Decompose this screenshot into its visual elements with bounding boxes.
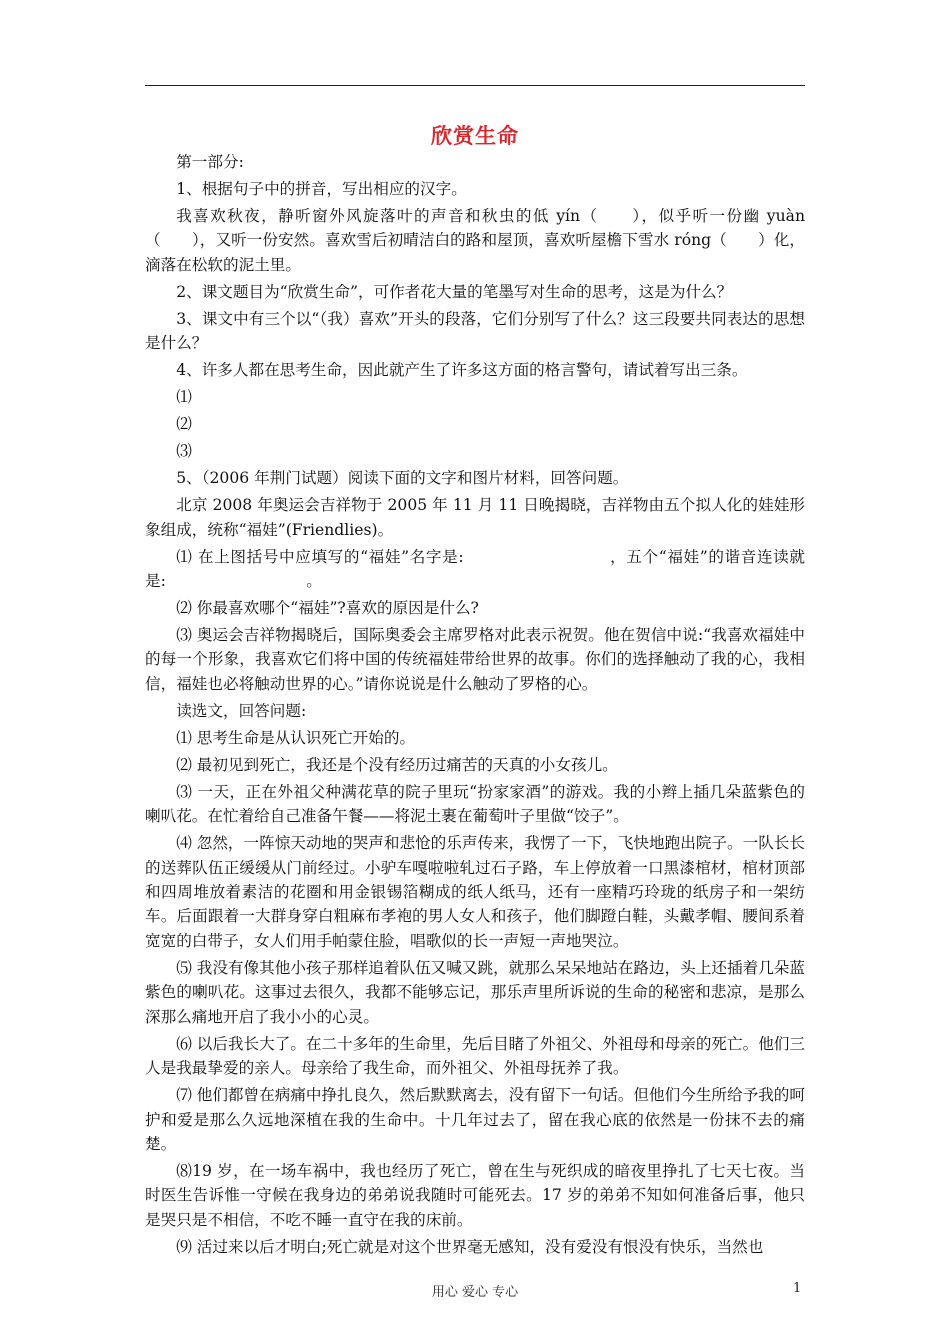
paragraph: 2、课文题目为“欣赏生命”，可作者花大量的笔墨写对生命的思考，这是为什么？ xyxy=(176,282,733,301)
paragraph: 4、许多人都在思考生命，因此就产生了许多这方面的格言警句，请试着写出三条。 xyxy=(176,361,748,380)
paragraph: ⑼ 活过来以后才明白;死亡就是对这个世界毫无感知，没有爱没有恨没有快乐，当然也 xyxy=(176,1237,764,1256)
paragraph: ⑺ 他们都曾在病痛中挣扎良久，然后默默离去，没有留下一句话。但他们今生所给予我的呵护和爱是那么久远地深植在我的生命中。十几年过去了，留在我心底的依然是一份抹不去的痛楚。 xyxy=(145,1086,805,1153)
paragraph: ⑴ 思考生命是从认识死亡开始的。 xyxy=(176,728,416,747)
paragraph: 5、（2006 年荆门试题）阅读下面的文字和图片材料，回答问题。 xyxy=(176,469,629,488)
paragraph: ⑷ 忽然，一阵惊天动地的哭声和悲怆的乐声传来，我愣了一下，飞快地跑出院子。一队长长的送葬队伍正缓缓从门前经过。小驴车嘎啦啦轧过石子路，车上停放着一口黑漆棺材，棺材顶部和四周堆放着素洁的花圈和用金银锡箔糊成的纸人纸马，还有一座精巧玲珑的纸房子和一架纺车。后面跟着一大群身穿白粗麻布孝袍的男人女人和孩子，他们脚蹬白鞋，头戴孝帽、腰间系着宽宽的白带子，女人们用手帕蒙住脸，唱歌似的长一声短一声地哭泣。 xyxy=(145,834,805,950)
paragraph: ⑶ 一天，正在外祖父种满花草的院子里玩“扮家家酒”的游戏。我的小辫上插几朵蓝紫色的喇叭花。在忙着给自己准备午餐——将泥土裹在葡萄叶子里做“饺子”。 xyxy=(145,782,805,826)
paragraph: 我喜欢秋夜，静听窗外风旋落叶的声音和秋虫的低 yín（ ），似乎听一份幽 yuàn（ ），又听一份安然。喜欢雪后初晴洁白的路和屋顶，喜欢听屋檐下雪水 róng（ ）化，滴落在松软的泥土里。 xyxy=(145,207,805,274)
paragraph: ⑴ 在上图括号中应填写的“福娃”名字是: ，五个“福娃”的谐音连读就是: 。 xyxy=(145,547,805,591)
paragraph: 第一部分: xyxy=(176,153,244,171)
paragraph: 1、根据句子中的拼音，写出相应的汉字。 xyxy=(176,180,467,198)
document-title: 欣赏生命 xyxy=(431,123,519,148)
paragraph: ⑻19 岁，在一场车祸中，我也经历了死亡，曾在生与死织成的暗夜里挣扎了七天七夜。当时医生告诉惟一守候在我身边的弟弟说我随时可能死去。17 岁的弟弟不知如何准备后事，他只是哭只是不相信，不吃不睡一直守在我的床前。 xyxy=(145,1161,805,1229)
page-footer: 用心 爱心 专心 xyxy=(431,1285,519,1300)
paragraph: ⑸ 我没有像其他小孩子那样追着队伍又喊又跳，就那么呆呆地站在路边，头上还插着几朵蓝紫色的喇叭花。这事过去很久，我都不能够忘记，那乐声里所诉说的生命的秘密和悲凉，是那么深那么痛地开启了我小小的心灵。 xyxy=(145,958,805,1026)
paragraph: 3、课文中有三个以“（我）喜欢”开头的段落，它们分别写了什么？这三段要共同表达的思想是什么？ xyxy=(145,309,805,353)
paragraph: ⑵ xyxy=(176,415,192,434)
paragraph: 北京 2008 年奥运会吉祥物于 2005 年 11 月 11 日晚揭晓，吉祥物由五个拟人化的娃娃形象组成，统称“福娃”(Friendlies)。 xyxy=(145,496,805,539)
document-body xyxy=(145,150,805,1259)
paragraph: ⑵ 你最喜欢哪个“福娃”?喜欢的原因是什么? xyxy=(176,599,479,618)
paragraph: 读选文，回答问题: xyxy=(176,701,307,720)
page-number: 1 xyxy=(793,1281,802,1296)
paragraph: ⑶ xyxy=(176,442,192,461)
paragraph: ⑶ 奥运会吉祥物揭晓后，国际奥委会主席罗格对此表示祝贺。他在贺信中说:“我喜欢福娃中的每一个形象，我喜欢它们将中国的传统福娃带给世界的故事。你们的选择触动了我的心，我相信，福娃也必将触动世界的心。”请你说说是什么触动了罗格的心。 xyxy=(145,626,805,693)
paragraph: ⑴ xyxy=(176,388,192,407)
header-rule xyxy=(145,85,805,86)
paragraph: ⑵ 最初见到死亡，我还是个没有经历过痛苦的天真的小女孩儿。 xyxy=(176,755,618,774)
paragraph: ⑹ 以后我长大了。在二十多年的生命里，先后目睹了外祖父、外祖母和母亲的死亡。他们三人是我最挚爱的亲人。母亲给了我生命，而外祖父、外祖母抚养了我。 xyxy=(145,1034,805,1078)
